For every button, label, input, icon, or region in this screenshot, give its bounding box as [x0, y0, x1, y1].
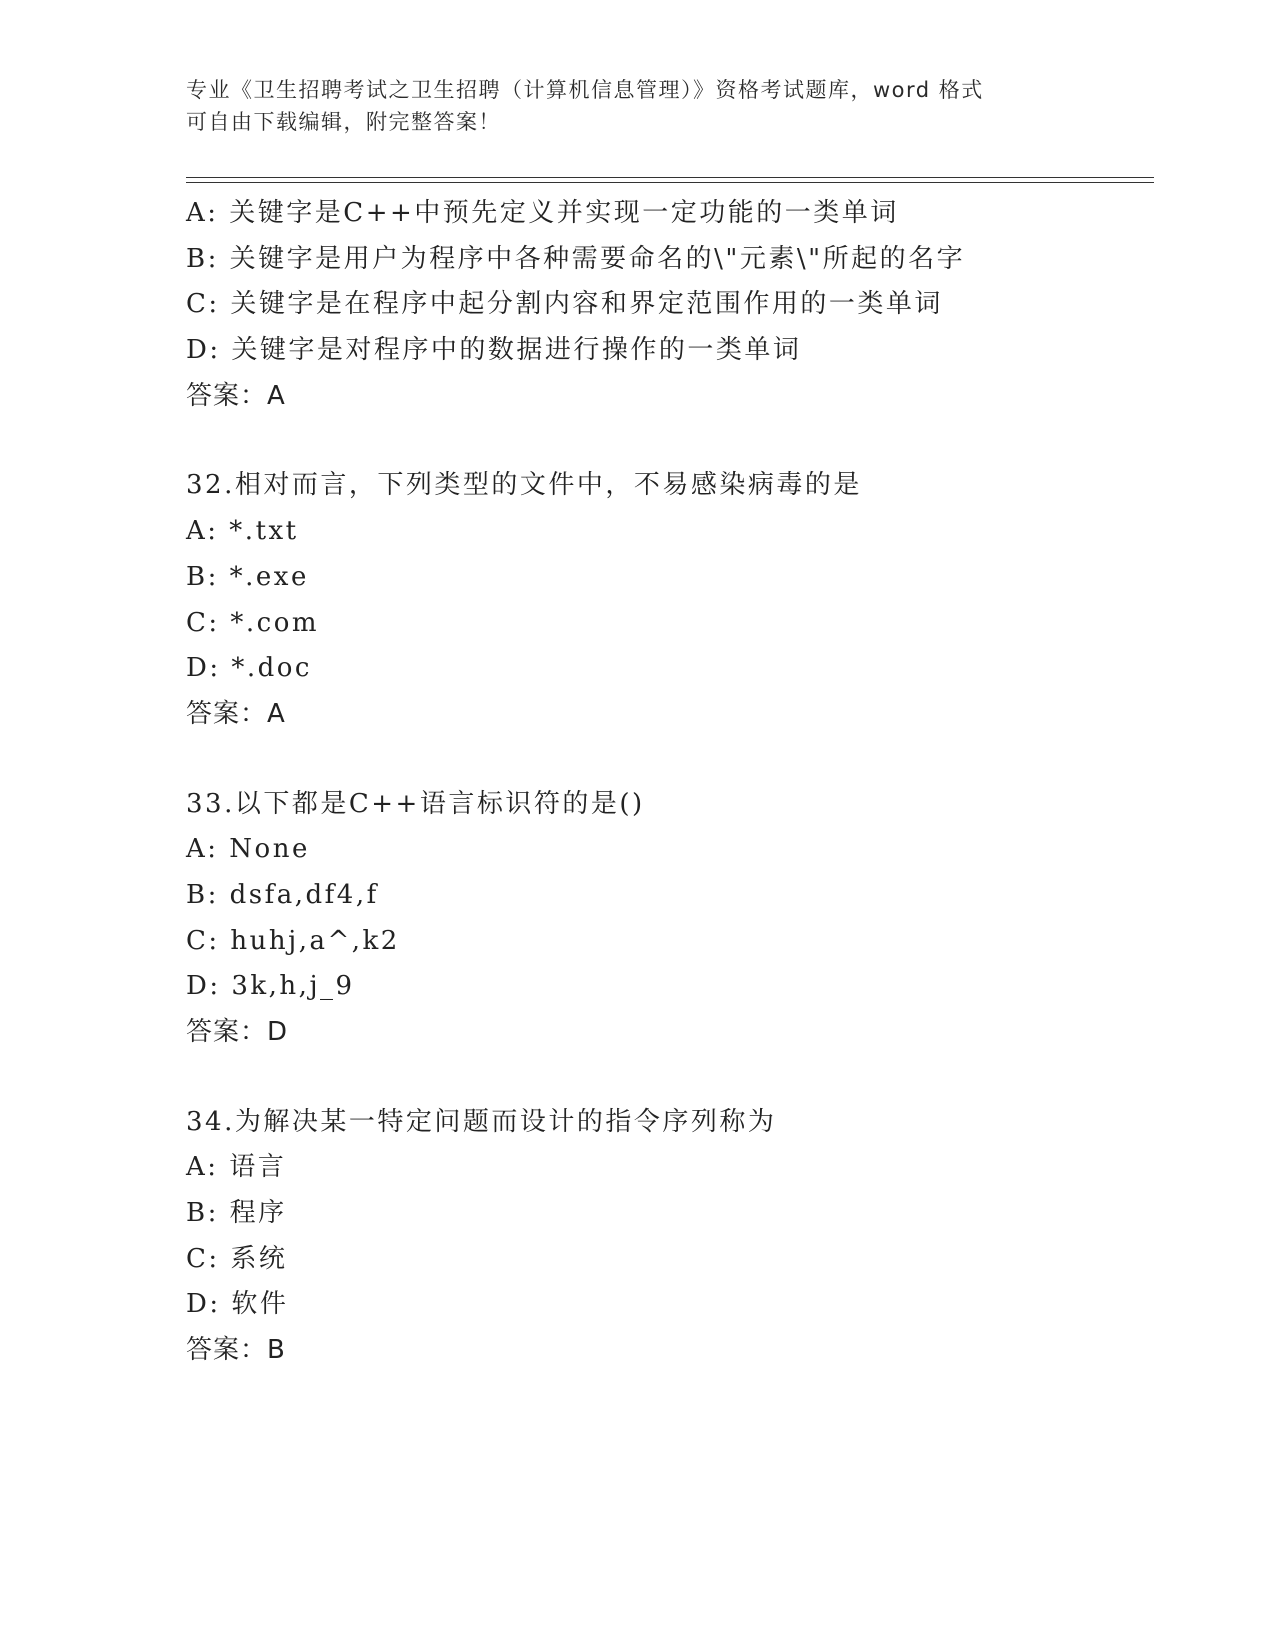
option-a: A: 关键字是C++中预先定义并实现一定功能的一类单词 [186, 198, 899, 228]
document-header [186, 74, 1086, 138]
option-c: C: huhj,a^,k2 [186, 925, 400, 956]
question-list [186, 191, 1166, 1374]
question-text: 33.以下都是C++语言标识符的是() [186, 788, 645, 819]
option-a: A: *.txt [186, 516, 299, 547]
question-block-31 [186, 191, 1166, 419]
option-a: A: 语言 [186, 1152, 287, 1183]
question-spacer [186, 1056, 1166, 1100]
option-c: C: 系统 [186, 1243, 288, 1274]
option-d: D: 关键字是对程序中的数据进行操作的一类单词 [186, 335, 802, 366]
question-block-34 [186, 1100, 1166, 1374]
option-b: B: 程序 [186, 1198, 287, 1229]
option-d: D: 3k,h,j_9 [186, 971, 355, 1002]
question-block-32 [186, 463, 1166, 737]
question-text: 34.为解决某一特定问题而设计的指令序列称为 [186, 1106, 777, 1137]
question-block-33 [186, 782, 1166, 1056]
answer-line: 答案：B [186, 1335, 286, 1366]
header-divider-bottom [186, 182, 1154, 183]
option-d: D: *.doc [186, 653, 312, 684]
answer-line: 答案：A [186, 380, 286, 411]
option-b: B: dsfa,df4,f [186, 879, 379, 910]
option-d: D: 软件 [186, 1289, 289, 1320]
option-a: A: None [186, 834, 310, 865]
header-divider-top [186, 177, 1154, 178]
question-text: 32.相对而言，下列类型的文件中，不易感染病毒的是 [186, 470, 862, 501]
question-spacer [186, 419, 1166, 463]
answer-line: 答案：D [186, 1017, 289, 1047]
header-line-2: 可自由下载编辑，附完整答案！ [186, 110, 501, 134]
option-c: C: 关键字是在程序中起分割内容和界定范围作用的一类单词 [186, 289, 943, 320]
option-b: B: 关键字是用户为程序中各种需要命名的\"元素\"所起的名字 [186, 243, 966, 274]
option-c: C: *.com [186, 607, 320, 638]
option-b: B: *.exe [186, 561, 309, 592]
question-spacer [186, 738, 1166, 782]
header-line-1: 专业《卫生招聘考试之卫生招聘（计算机信息管理）》资格考试题库，word 格式 [186, 78, 984, 102]
answer-line: 答案：A [186, 698, 286, 729]
